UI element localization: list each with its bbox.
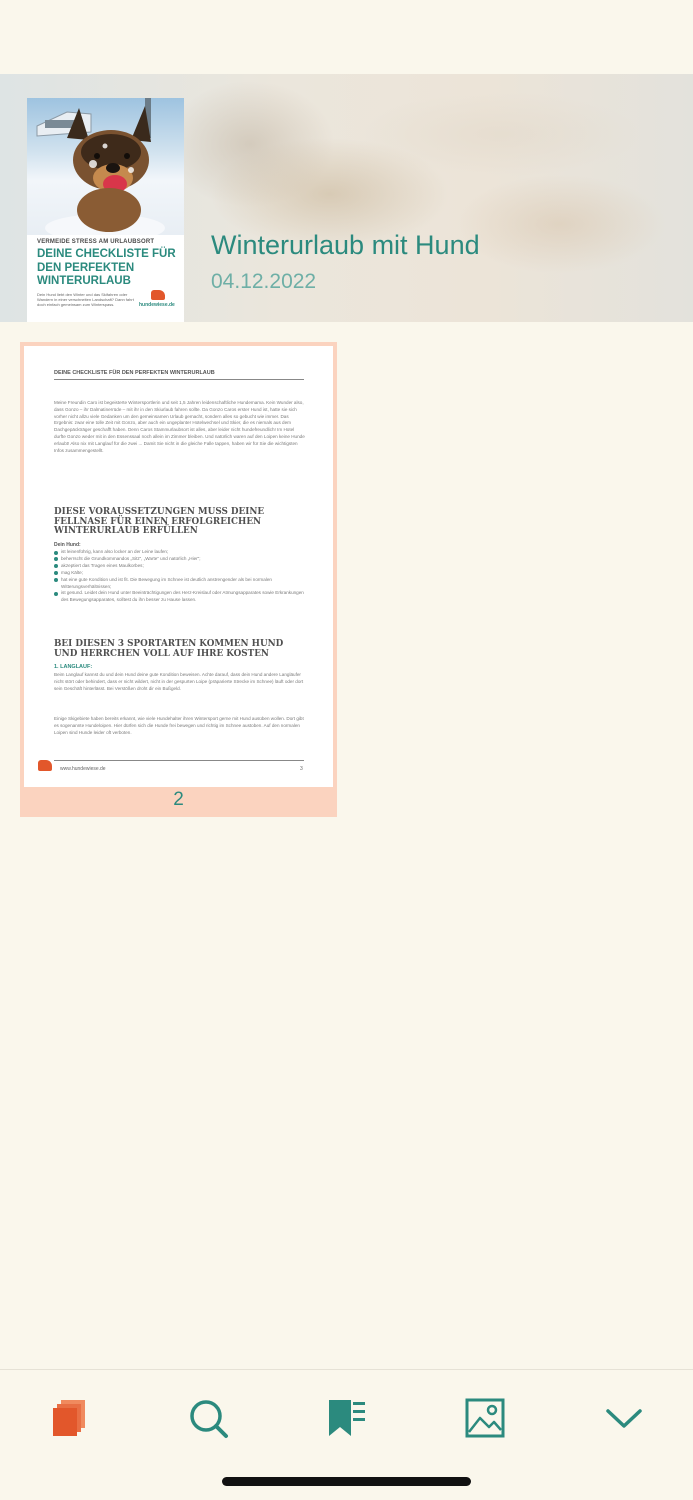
chevron-down-icon xyxy=(602,1396,646,1440)
preview-footer-page: 3 xyxy=(300,766,303,772)
cover-kicker: VERMEIDE STRESS AM URLAUBSORT xyxy=(37,239,155,245)
brand-dog-icon xyxy=(38,760,52,771)
list-item: akzeptiert das Tragen eines Maulkorbes; xyxy=(54,563,306,570)
preview-bullet-list xyxy=(54,549,306,604)
list-item: beherrscht die Grundkommandos „Sitz“, „Warte“ und natürlich „Hier“; xyxy=(54,556,306,563)
search-button[interactable] xyxy=(186,1396,230,1440)
page-thumbnail[interactable] xyxy=(20,342,337,817)
bookmark-list-icon xyxy=(325,1396,369,1440)
preview-section-title: 1. LANGLAUF: xyxy=(54,664,93,670)
list-item: hat eine gute Kondition und ist fit. Die Bewegung im Schnee ist deutlich anstrengender als bei normalen Witterungsverhältnissen; xyxy=(54,577,306,591)
bookmarks-button[interactable] xyxy=(325,1396,369,1440)
preview-footer-rule xyxy=(54,760,304,761)
search-icon xyxy=(186,1396,230,1440)
preview-heading-2: BEI DIESEN 3 SPORTARTEN KOMMEN HUND UND HERRCHEN VOLL AUF IHRE KOSTEN xyxy=(54,639,284,659)
images-button[interactable] xyxy=(463,1396,507,1440)
cover-title: DEINE CHECKLISTE FÜR DEN PERFEKTEN WINTERURLAUB xyxy=(37,248,176,287)
pages-button[interactable] xyxy=(47,1396,91,1440)
preview-header: DEINE CHECKLISTE FÜR DEN PERFEKTEN WINTERURLAUB xyxy=(54,370,215,376)
document-date: 04.12.2022 xyxy=(211,270,317,293)
image-icon xyxy=(463,1396,507,1440)
preview-paragraph-2: Einige Skigebiete haben bereits erkannt, wie viele Hundehalter ihren Wintersport gerne mit Hund ausüben wollen. Dort gibt es sogenannte Hundeloipen. Hier dürfen sich die Hunde frei bewegen und richtig im Schnee austoben. Auf den normalen Loipen sind Hunde leider oft verboten. xyxy=(54,716,304,735)
preview-rule xyxy=(54,379,304,380)
cover-subtitle: Dein Hund liebt den Winter und das Skifahren oder Wandern in einer verschneiten Landschaft? Dann fahrt doch einfach gemeinsam zum Winterspass. xyxy=(37,291,134,307)
list-item: mag Kälte; xyxy=(54,570,306,577)
list-item: ist gesund. Leidet dein Hund unter Beeinträchtigungen des Herz-Kreislauf oder Atmungsapparates sowie Erkrankungen des Bewegungsapparates, solltest du ihn besser zu Hause lassen. xyxy=(54,590,306,604)
collapse-button[interactable] xyxy=(602,1396,646,1440)
pages-icon xyxy=(47,1396,91,1440)
page-number-label: 2 xyxy=(173,789,184,810)
preview-paragraph-1: Beim Langlauf kannst du und dein Hund deine gute Kondition beweisen. Achte darauf, dass dein Hund andere Langläufer nicht stört oder behindert, dass er nicht wildert, nicht in der gespurten Loipe (präparierte Strecke im Schnee) läuft oder dort sein Geschäft hinterlässt. Bei Verstößen droht dir ein Bußgeld. xyxy=(54,672,304,691)
page-preview xyxy=(24,346,333,787)
brand-dog-icon xyxy=(151,290,165,300)
preview-subheading: Dein Hund: xyxy=(54,542,81,548)
cover-brand: hundewiese.de xyxy=(139,302,175,308)
cover-thumbnail[interactable] xyxy=(27,98,184,322)
preview-intro: Meine Freundin Caro ist begeisterte Wintersportlerin und seit 1,5 Jahren leidenschaftliche Hundemama. Kein Wunder also, dass Gonzo – ihr Dalmatinerrüde – mit ihr in den Skiurlaub fahren sollte. Da Gonzo Caros erster Hund ist, hatte sie sich vorher nicht allzu viele Gedanken um den gemeinsamen Urlaub gemacht, sondern alles so gebucht wie immer. Das Ergebnis: zwar eine tolle Zeit mit Gonzo, aber auch ein ungeplanter Hotelwechsel und Skier, die es niemals aus dem Dachgepäckträger geschafft haben. Denn Caros Stammurlaubsort ist alles, aber leider nicht hundefreundlich! Im Hotel durfte Gonzo weder mit in den Essenssaal noch allein im Zimmer bleiben. Und natürlich waren auf den Loipen keine Hunde erlaubt! Also nix mit Langlauf für die zwei ... Damit Sie nicht in die gleiche Falle tappen, haben wir für Sie die wichtigsten Infos zusammengestellt. xyxy=(54,400,305,453)
home-indicator[interactable] xyxy=(222,1477,471,1486)
preview-footer-url: www.hundewiese.de xyxy=(60,766,106,772)
document-title: Winterurlaub mit Hund xyxy=(211,230,480,260)
document-header xyxy=(0,74,693,322)
list-item: ist leinenführig, kann also locker an der Leine laufen; xyxy=(54,549,306,556)
preview-heading-1: DIESE VORAUSSETZUNGEN MUSS DEINE FELLNASE FÜR EINEN ERFOLGREICHEN WINTERURLAUB ERFÜLLEN xyxy=(54,507,265,537)
cover-photo xyxy=(27,98,184,235)
